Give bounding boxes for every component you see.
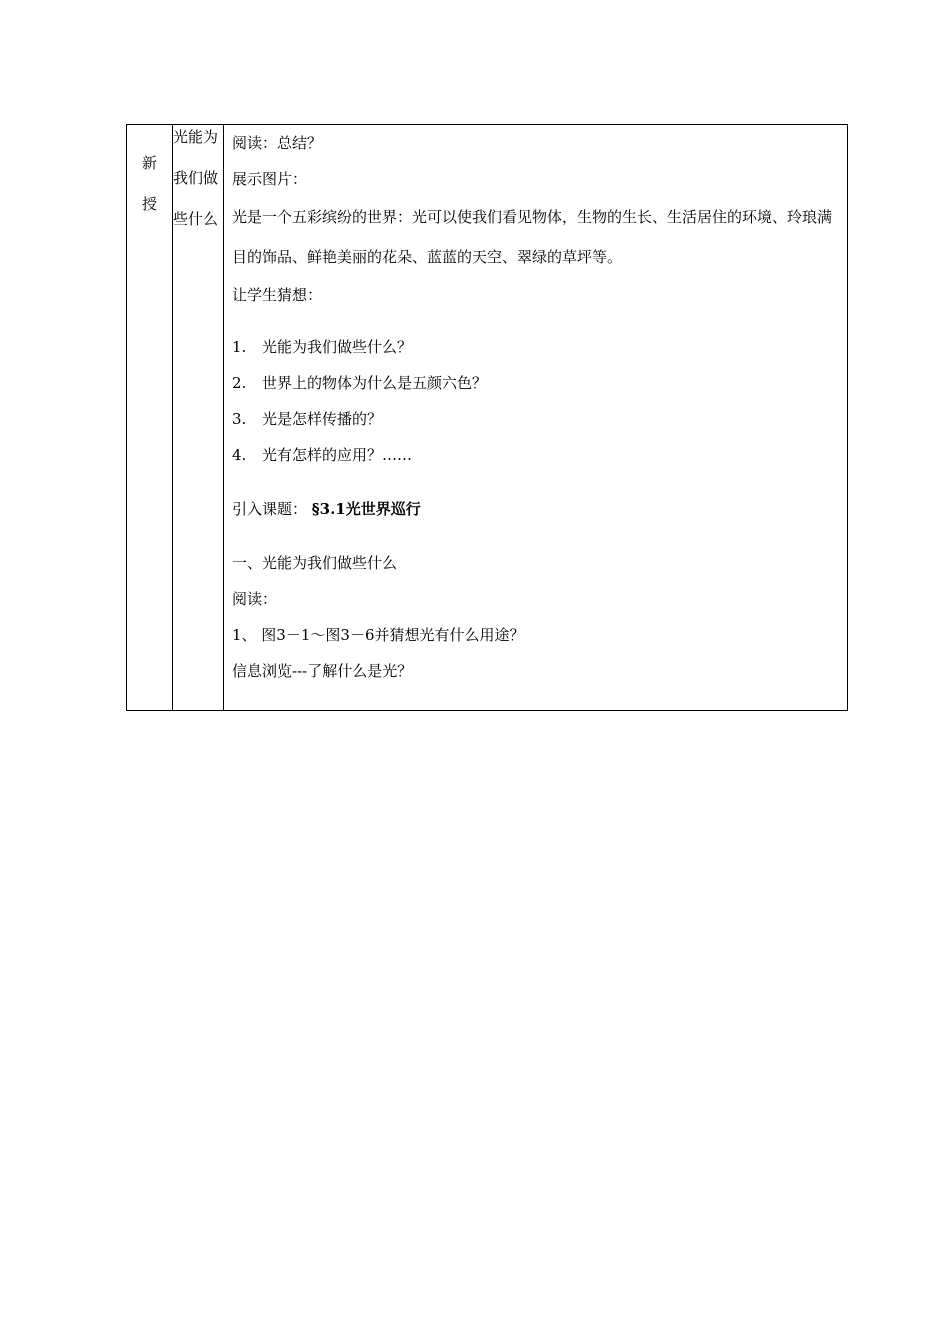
question-item	[232, 329, 841, 365]
stage-cell	[127, 125, 173, 711]
question-item	[232, 401, 841, 437]
lesson-plan-table	[126, 124, 848, 711]
question-text: 光能为我们做些什么？	[262, 338, 413, 356]
topic-cell	[173, 125, 224, 711]
reading-item: 1、 图3－1～图3－6并猜想光有什么用途？	[232, 626, 525, 644]
intro-title: §3.1光世界巡行	[311, 500, 421, 518]
intro-topic	[232, 491, 841, 527]
topic-label: 光能为我们做些什么	[173, 128, 219, 228]
question-text: 世界上的物体为什么是五颜六色？	[262, 374, 488, 392]
question-text: 光是怎样传播的？	[262, 410, 383, 428]
student-guess: 让学生猜想：	[232, 286, 323, 304]
reading-summary: 阅读：总结？	[232, 134, 323, 152]
reading-label: 阅读：	[232, 590, 278, 608]
question-number: 2.	[232, 374, 247, 392]
content-cell	[224, 125, 848, 711]
info-browse: 信息浏览---了解什么是光？	[232, 662, 413, 680]
question-item	[232, 365, 841, 401]
question-item	[232, 437, 841, 473]
stage-label: 新授	[141, 154, 157, 213]
intro-label: 引入课题：	[232, 500, 308, 518]
show-pictures: 展示图片：	[232, 170, 308, 188]
question-number: 3.	[232, 410, 247, 428]
question-text: 光有怎样的应用？……	[262, 446, 413, 464]
question-number: 4.	[232, 446, 247, 464]
world-paragraph: 光是一个五彩缤纷的世界：光可以使我们看见物体，生物的生长、生活居住的环境、玲琅满目的饰品、鲜艳美丽的花朵、蓝蓝的天空、翠绿的草坪等。	[232, 208, 833, 266]
table-row	[127, 125, 848, 711]
question-number: 1.	[232, 338, 247, 356]
section-heading: 一、光能为我们做些什么	[232, 554, 398, 572]
